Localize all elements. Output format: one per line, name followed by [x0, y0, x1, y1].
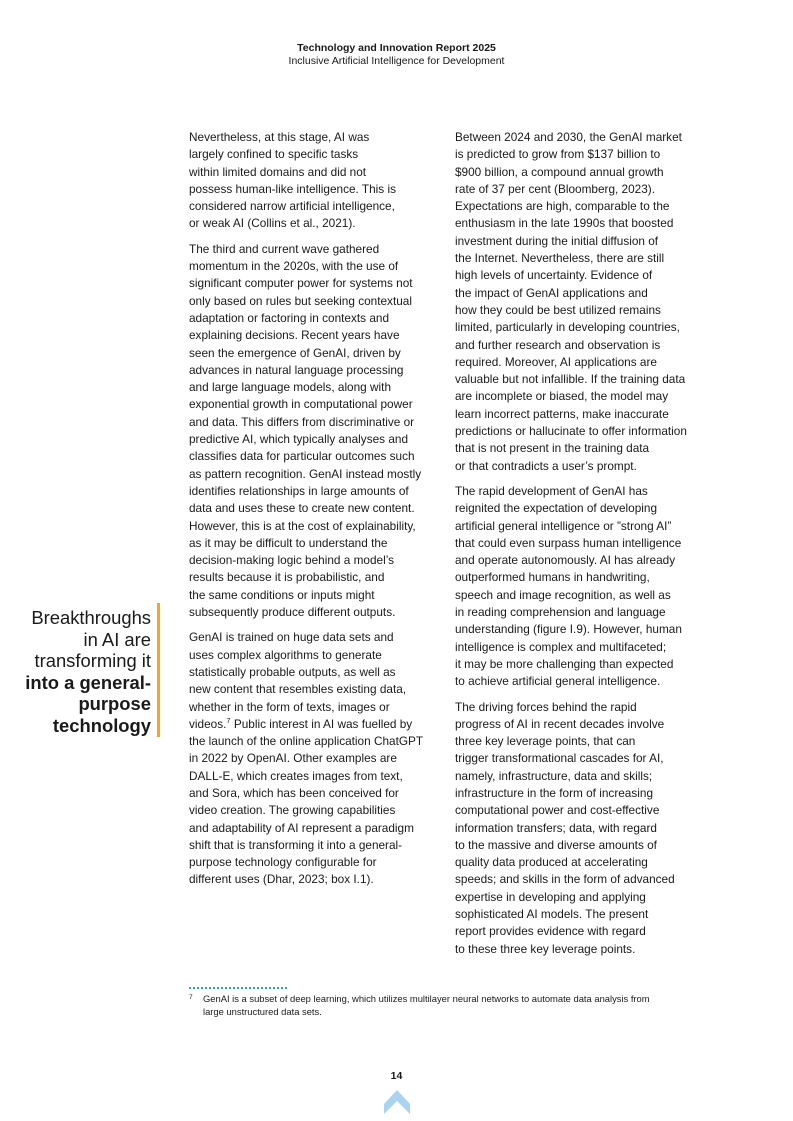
text-line: only based on rules but seeking contextual — [189, 293, 412, 308]
pull-quote-line: in AI are — [83, 628, 151, 650]
text-line: to these three key leverage points. — [455, 941, 636, 956]
text-line: momentum in the 2020s, with the use of — [189, 259, 399, 274]
pull-quote-line: transforming it — [34, 650, 151, 671]
text-line: Nevertheless, at this stage, AI was — [189, 130, 370, 144]
text-line: identifies relationships in large amounts of — [189, 483, 409, 498]
text-line: possess human-like intelligence. This is — [189, 181, 396, 196]
text-line: as it may be difficult to understand the — [189, 535, 388, 550]
text-line: progress of AI in recent decades involve — [455, 716, 665, 731]
text-line: enthusiasm in the late 1990s that boosted — [455, 216, 674, 231]
text-line: to the massive and diverse amounts of — [455, 837, 657, 852]
text-line: limited, particularly in developing countries, — [455, 320, 680, 335]
text-line: computational power and cost-effective — [455, 803, 660, 818]
text-line: report provides evidence with regard — [455, 924, 646, 939]
text-line: whether in the form of texts, images or — [189, 699, 390, 714]
text-line: speeds; and skills in the form of advanced — [455, 872, 675, 887]
footnote-marker: 7 — [189, 994, 193, 1001]
footnote-text — [203, 992, 709, 1018]
footnote-reference[interactable]: 7 — [226, 715, 231, 725]
page-header — [0, 42, 793, 68]
text-line: three key leverage points, that can — [455, 734, 636, 749]
text-line: are incomplete or biased, the model may — [455, 389, 669, 404]
text-line: GenAI is a subset of deep learning, which utilizes multilayer neural networks to automate data analysis from — [203, 993, 650, 1004]
text-line: or weak AI (Collins et al., 2021). — [189, 216, 356, 231]
text-line: purpose technology configurable for — [189, 855, 377, 870]
text-line: and operate autonomously. AI has already — [455, 553, 676, 568]
text-line: Between 2024 and 2030, the GenAI market — [455, 130, 682, 144]
text-line: DALL-E, which creates images from text, — [189, 768, 403, 783]
paragraph-genai-training — [189, 629, 439, 888]
text-line: $900 billion, a compound annual growth — [455, 164, 664, 179]
text-line: in reading comprehension and language — [455, 605, 666, 620]
text-line: predictive AI, which typically analyses and — [189, 432, 409, 447]
text-line: reignited the expectation of developing — [455, 501, 658, 516]
text-line: large unstructured data sets. — [203, 1006, 322, 1017]
paragraph-narrow-ai — [189, 129, 439, 233]
text-line: The driving forces behind the rapid — [455, 699, 637, 714]
report-subtitle: Inclusive Artificial Intelligence for Development — [288, 55, 505, 67]
page-number: 14 — [390, 1070, 403, 1082]
text-line: data and uses these to create new content. — [189, 501, 415, 516]
text-line — [189, 716, 439, 733]
pull-quote-line: Breakthroughs — [31, 607, 151, 628]
text-line: learn incorrect patterns, make inaccurate — [455, 406, 669, 421]
text-line: trigger transformational cascades for AI, — [455, 751, 664, 766]
text-line: understanding (figure I.9). However, human — [455, 622, 682, 637]
footnote-divider — [189, 987, 287, 989]
text-line: that is not present in the training data — [455, 441, 650, 456]
text-span: videos. — [189, 716, 227, 731]
text-line: and large language models, along with — [189, 380, 391, 395]
text-line: rate of 37 per cent (Bloomberg, 2023). — [455, 181, 656, 196]
pull-quote-line-bold: purpose — [78, 693, 151, 714]
text-line: largely confined to specific tasks — [189, 147, 359, 162]
text-line: However, this is at the cost of explainability, — [189, 518, 416, 533]
text-line: adaptation or factoring in contexts and — [189, 310, 390, 325]
text-line: how they could be best utilized remains — [455, 302, 661, 317]
text-line: is predicted to grow from $137 billion to — [455, 147, 661, 162]
text-line: and Sora, which has been conceived for — [189, 785, 399, 800]
text-line: outperformed humans in handwriting, — [455, 570, 650, 585]
text-line: speech and image recognition, as well as — [455, 587, 671, 602]
text-line: and further research and observation is — [455, 337, 661, 352]
pull-quote-line-bold: into a general- — [25, 671, 151, 693]
text-line: shift that is transforming it into a general- — [189, 837, 403, 852]
paragraph-third-wave — [189, 241, 439, 622]
text-line: video creation. The growing capabilities — [189, 803, 396, 818]
text-line: different uses (Dhar, 2023; box I.1). — [189, 872, 374, 887]
text-line: investment during the initial diffusion of — [455, 233, 659, 248]
text-line: subsequently produce different outputs. — [189, 605, 396, 620]
text-line: The third and current wave gathered — [189, 241, 380, 256]
pull-quote-accent-bar — [157, 603, 160, 737]
text-line: predictions or hallucinate to offer information — [455, 424, 687, 439]
text-line: and adaptability of AI represent a paradigm — [189, 820, 414, 835]
text-line: it may be more challenging than expected — [455, 656, 674, 671]
footnote — [189, 992, 709, 1018]
text-line: the impact of GenAI applications and — [455, 285, 648, 300]
right-column — [455, 129, 705, 966]
text-line: seen the emergence of GenAI, driven by — [189, 345, 401, 360]
text-line: explaining decisions. Recent years have — [189, 328, 400, 343]
text-line: and data. This differs from discriminative or — [189, 414, 415, 429]
text-line: classifies data for particular outcomes such — [189, 449, 415, 464]
text-line: high levels of uncertainty. Evidence of — [455, 268, 653, 283]
text-line: decision-making logic behind a model’s — [189, 553, 395, 568]
text-line: the launch of the online application ChatGPT — [189, 734, 424, 749]
text-line: uses complex algorithms to generate — [189, 647, 382, 662]
pull-quote-line-bold: technology — [52, 714, 151, 736]
text-line: within limited domains and did not — [189, 164, 367, 179]
text-line: quality data produced at accelerating — [455, 855, 648, 870]
text-line: results because it is probabilistic, and — [189, 570, 385, 585]
text-line: significant computer power for systems not — [189, 276, 413, 291]
text-line: or that contradicts a user’s prompt. — [455, 458, 637, 473]
text-line: exponential growth in computational power — [189, 397, 413, 412]
text-line: intelligence is complex and multifaceted; — [455, 639, 667, 654]
chevron-up-icon[interactable] — [383, 1089, 411, 1115]
text-line: GenAI is trained on huge data sets and — [189, 630, 394, 645]
text-line: information transfers; data, with regard — [455, 820, 657, 835]
text-line: the Internet. Nevertheless, there are still — [455, 251, 665, 266]
paragraph-leverage-points — [455, 699, 705, 958]
text-line: as pattern recognition. GenAI instead mostly — [189, 466, 422, 481]
text-line: valuable but not infallible. If the training data — [455, 372, 686, 387]
text-line: to achieve artificial general intelligence. — [455, 674, 661, 689]
text-line: considered narrow artificial intelligence, — [189, 199, 395, 214]
text-line: sophisticated AI models. The present — [455, 907, 649, 922]
text-line: advances in natural language processing — [189, 362, 404, 377]
text-line: namely, infrastructure, data and skills; — [455, 768, 653, 783]
text-line: Expectations are high, comparable to the — [455, 199, 670, 214]
text-line: artificial general intelligence or ”strong AI” — [455, 518, 672, 533]
text-span: Public interest in AI was fuelled by — [230, 716, 413, 731]
paragraph-strong-ai — [455, 483, 705, 691]
paragraph-market-growth — [455, 129, 705, 475]
text-line: that could even surpass human intelligence — [455, 535, 682, 550]
text-line: expertise in developing and applying — [455, 889, 646, 904]
pull-quote — [10, 607, 151, 736]
text-line: in 2022 by OpenAI. Other examples are — [189, 751, 397, 766]
text-line: The rapid development of GenAI has — [455, 483, 648, 498]
left-column — [189, 129, 439, 897]
report-title: Technology and Innovation Report 2025 — [297, 42, 496, 54]
text-line: infrastructure in the form of increasing — [455, 785, 654, 800]
text-line: required. Moreover, AI applications are — [455, 354, 657, 369]
text-line: the same conditions or inputs might — [189, 587, 375, 602]
text-line: new content that resembles existing data, — [189, 682, 407, 697]
text-line: statistically probable outputs, as well as — [189, 664, 396, 679]
